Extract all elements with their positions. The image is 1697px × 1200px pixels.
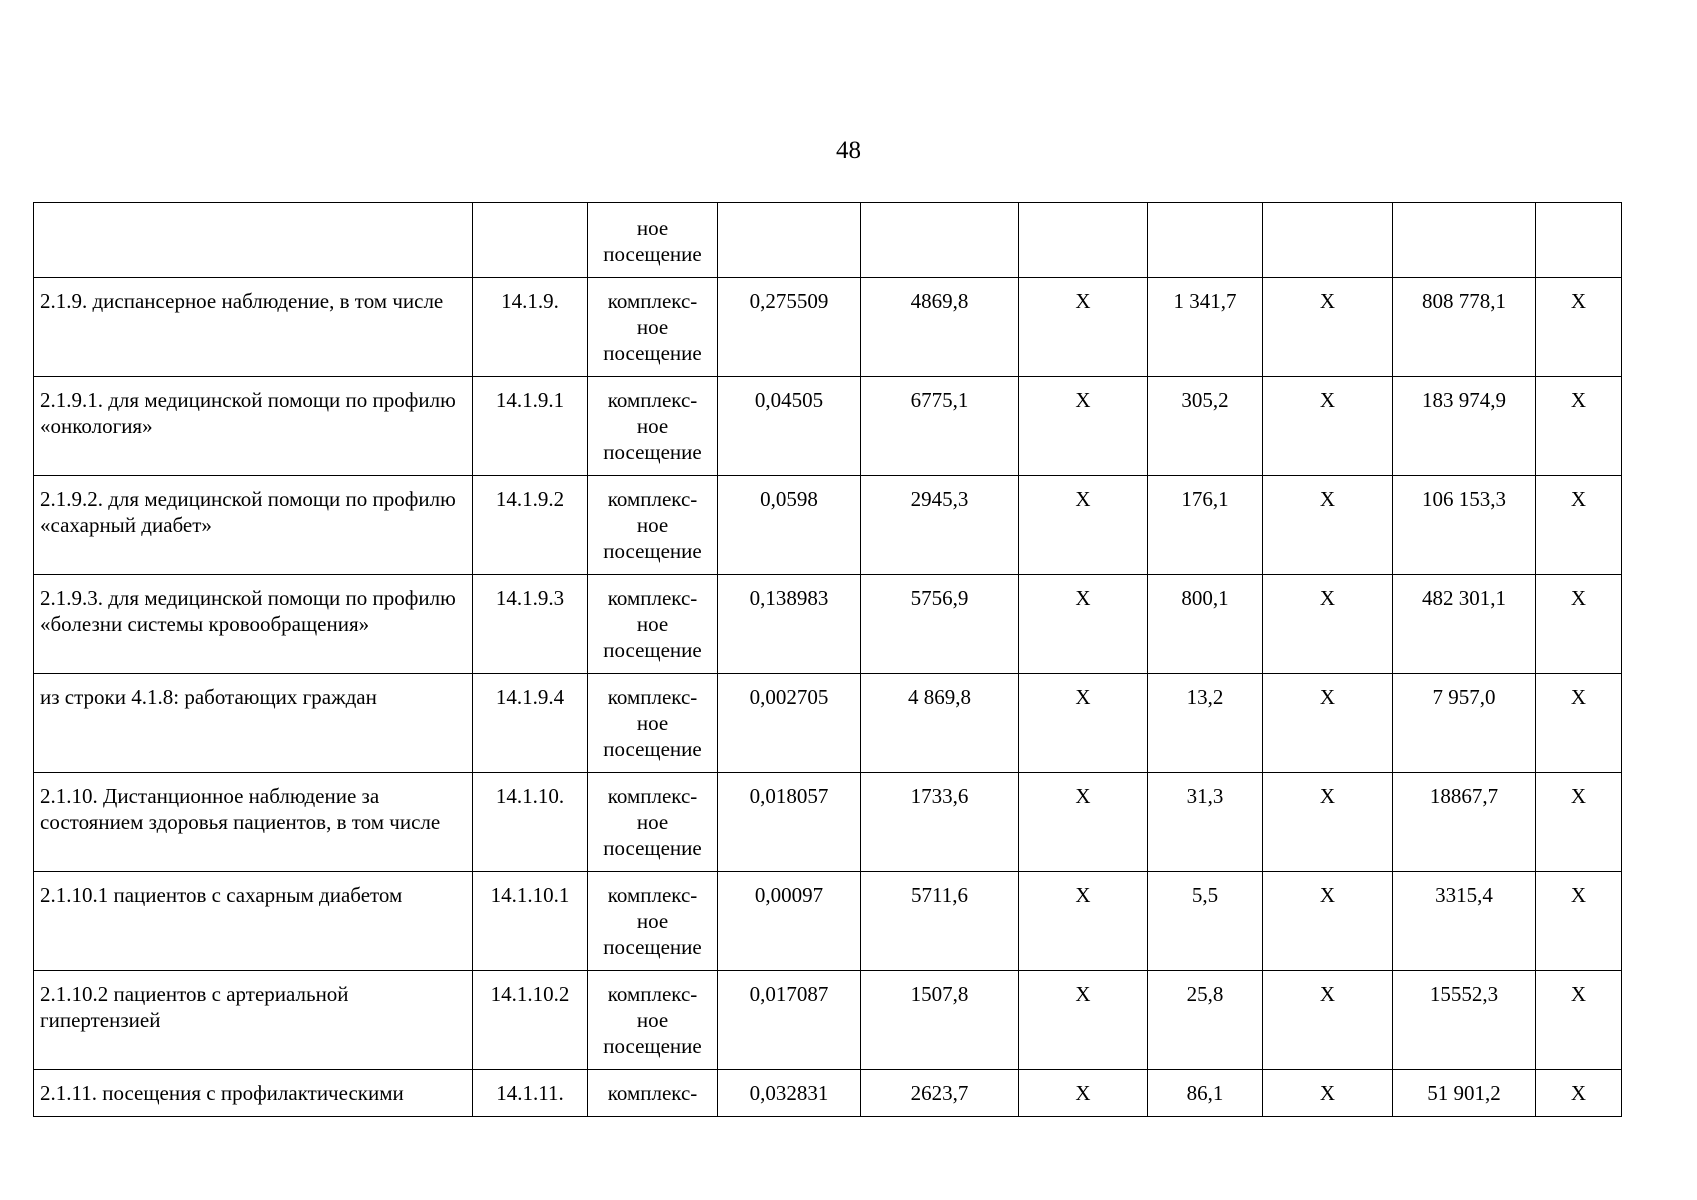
unit-line: комплекс-: [607, 289, 698, 313]
cell-total: 808 778,1: [1393, 278, 1536, 377]
cell-unit: [588, 476, 718, 575]
unit-line: ное: [636, 513, 669, 537]
cell-code: 14.1.10.1: [473, 872, 588, 971]
cell-x1: Х: [1019, 575, 1148, 674]
cell-norm: 0,018057: [718, 773, 861, 872]
cell-unit: [588, 674, 718, 773]
cell-cost: 5711,6: [861, 872, 1019, 971]
unit-line: посещение: [603, 836, 702, 860]
unit-line: комплекс-: [607, 1081, 698, 1105]
cell-x3: Х: [1536, 1070, 1622, 1117]
unit-line: комплекс-: [607, 883, 698, 907]
cell-name: 2.1.10. Дистанционное наблюдение за состоянием здоровья пациентов, в том числе: [34, 773, 473, 872]
table-row: [34, 1070, 1622, 1117]
cell-x2: Х: [1263, 575, 1393, 674]
cell-name: 2.1.10.2 пациентов с артериальной гипертензией: [34, 971, 473, 1070]
table-row-carryover: [34, 203, 1622, 278]
cell-norm: 0,032831: [718, 1070, 861, 1117]
cell-per-capita: 86,1: [1148, 1070, 1263, 1117]
data-table: [33, 202, 1622, 1117]
unit-line: ное: [636, 216, 669, 240]
cell-name: 2.1.9.2. для медицинской помощи по профилю «сахарный диабет»: [34, 476, 473, 575]
cell-name: 2.1.11. посещения с профилактическими: [34, 1070, 473, 1117]
unit-line: ное: [636, 414, 669, 438]
cell-name: 2.1.10.1 пациентов с сахарным диабетом: [34, 872, 473, 971]
cell-x2: Х: [1263, 1070, 1393, 1117]
cell-name: 2.1.9. диспансерное наблюдение, в том числе: [34, 278, 473, 377]
cell-x2: Х: [1263, 971, 1393, 1070]
cell-total: 183 974,9: [1393, 377, 1536, 476]
cell-unit: [588, 203, 718, 278]
unit-line: посещение: [603, 539, 702, 563]
cell-code: 14.1.9.3: [473, 575, 588, 674]
cell-norm: 0,017087: [718, 971, 861, 1070]
cell-cost: 1733,6: [861, 773, 1019, 872]
cell-cost: 4869,8: [861, 278, 1019, 377]
cell-cost: 5756,9: [861, 575, 1019, 674]
unit-line: ное: [636, 315, 669, 339]
cell-x1: Х: [1019, 971, 1148, 1070]
cell-x1: Х: [1019, 1070, 1148, 1117]
unit-line: комплекс-: [607, 784, 698, 808]
cell-x1: Х: [1019, 476, 1148, 575]
unit-line: комплекс-: [607, 586, 698, 610]
cell-x3: Х: [1536, 377, 1622, 476]
cell-cost: [861, 203, 1019, 278]
unit-line: ное: [636, 1008, 669, 1032]
cell-total: 106 153,3: [1393, 476, 1536, 575]
unit-line: посещение: [603, 440, 702, 464]
cell-norm: 0,138983: [718, 575, 861, 674]
unit-line: посещение: [603, 341, 702, 365]
cell-norm: 0,00097: [718, 872, 861, 971]
cell-code: 14.1.9.: [473, 278, 588, 377]
unit-line: комплекс-: [607, 487, 698, 511]
cell-x3: Х: [1536, 674, 1622, 773]
unit-line: ное: [636, 711, 669, 735]
cell-x1: Х: [1019, 773, 1148, 872]
cell-per-capita: 176,1: [1148, 476, 1263, 575]
cell-per-capita: [1148, 203, 1263, 278]
cell-x3: Х: [1536, 476, 1622, 575]
cell-total: [1393, 203, 1536, 278]
cell-norm: 0,002705: [718, 674, 861, 773]
unit-line: посещение: [603, 737, 702, 761]
cell-total: 15552,3: [1393, 971, 1536, 1070]
table-row: [34, 773, 1622, 872]
table-row: [34, 872, 1622, 971]
unit-line: посещение: [603, 242, 702, 266]
cell-per-capita: 1 341,7: [1148, 278, 1263, 377]
cell-x1: Х: [1019, 278, 1148, 377]
cell-unit: [588, 872, 718, 971]
cell-total: 482 301,1: [1393, 575, 1536, 674]
cell-x1: Х: [1019, 377, 1148, 476]
cell-x3: [1536, 203, 1622, 278]
unit-line: комплекс-: [607, 388, 698, 412]
cell-total: 18867,7: [1393, 773, 1536, 872]
cell-norm: 0,04505: [718, 377, 861, 476]
cell-per-capita: 800,1: [1148, 575, 1263, 674]
table-row: [34, 575, 1622, 674]
cell-total: 3315,4: [1393, 872, 1536, 971]
table-row: [34, 971, 1622, 1070]
cell-code: 14.1.10.: [473, 773, 588, 872]
cell-x1: Х: [1019, 674, 1148, 773]
cell-per-capita: 305,2: [1148, 377, 1263, 476]
cell-x3: Х: [1536, 971, 1622, 1070]
cell-code: 14.1.9.2: [473, 476, 588, 575]
cell-x1: [1019, 203, 1148, 278]
cell-total: 7 957,0: [1393, 674, 1536, 773]
table-body: [34, 203, 1622, 1117]
cell-name: 2.1.9.3. для медицинской помощи по профилю «болезни системы кровообращения»: [34, 575, 473, 674]
cell-per-capita: 31,3: [1148, 773, 1263, 872]
cell-cost: 4 869,8: [861, 674, 1019, 773]
cell-x2: [1263, 203, 1393, 278]
cell-x2: Х: [1263, 377, 1393, 476]
cell-x3: Х: [1536, 773, 1622, 872]
unit-line: посещение: [603, 935, 702, 959]
cell-x2: Х: [1263, 674, 1393, 773]
cell-cost: 1507,8: [861, 971, 1019, 1070]
cell-unit: [588, 1070, 718, 1117]
cell-norm: 0,0598: [718, 476, 861, 575]
cell-unit: [588, 971, 718, 1070]
unit-line: ное: [636, 810, 669, 834]
cell-unit: [588, 278, 718, 377]
cell-per-capita: 25,8: [1148, 971, 1263, 1070]
cell-x2: Х: [1263, 476, 1393, 575]
cell-total: 51 901,2: [1393, 1070, 1536, 1117]
cell-x2: Х: [1263, 872, 1393, 971]
page-number: 48: [836, 137, 861, 164]
cell-code: [473, 203, 588, 278]
unit-line: ное: [636, 612, 669, 636]
cell-cost: 6775,1: [861, 377, 1019, 476]
cell-x1: Х: [1019, 872, 1148, 971]
cell-unit: [588, 773, 718, 872]
table-row: [34, 674, 1622, 773]
cell-x2: Х: [1263, 278, 1393, 377]
cell-cost: 2945,3: [861, 476, 1019, 575]
cell-x3: Х: [1536, 872, 1622, 971]
cell-per-capita: 5,5: [1148, 872, 1263, 971]
unit-line: комплекс-: [607, 685, 698, 709]
unit-line: посещение: [603, 638, 702, 662]
cell-per-capita: 13,2: [1148, 674, 1263, 773]
cell-cost: 2623,7: [861, 1070, 1019, 1117]
unit-line: ное: [636, 909, 669, 933]
cell-x3: Х: [1536, 575, 1622, 674]
cell-name: 2.1.9.1. для медицинской помощи по профилю «онкология»: [34, 377, 473, 476]
cell-x2: Х: [1263, 773, 1393, 872]
cell-norm: [718, 203, 861, 278]
cell-code: 14.1.11.: [473, 1070, 588, 1117]
table-row: [34, 278, 1622, 377]
cell-name: из строки 4.1.8: работающих граждан: [34, 674, 473, 773]
unit-line: комплекс-: [607, 982, 698, 1006]
cell-x3: Х: [1536, 278, 1622, 377]
cell-code: 14.1.10.2: [473, 971, 588, 1070]
unit-line: посещение: [603, 1034, 702, 1058]
cell-unit: [588, 377, 718, 476]
table-row: [34, 377, 1622, 476]
cell-norm: 0,275509: [718, 278, 861, 377]
cell-unit: [588, 575, 718, 674]
cell-code: 14.1.9.1: [473, 377, 588, 476]
cell-code: 14.1.9.4: [473, 674, 588, 773]
table-row: [34, 476, 1622, 575]
cell-name: [34, 203, 473, 278]
